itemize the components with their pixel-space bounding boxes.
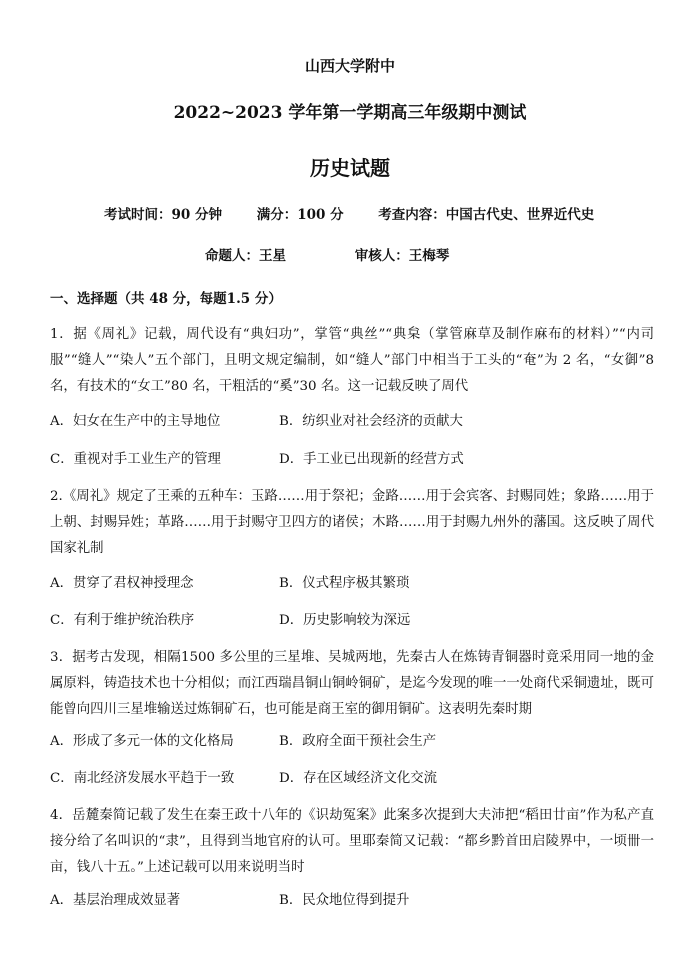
- option-a: A．贯穿了君权神授理念: [50, 576, 194, 591]
- option-c: C．南北经济发展水平趋于一致: [50, 771, 235, 786]
- option-d: D．历史影响较为深远: [279, 613, 411, 628]
- option-b: B．民众地位得到提升: [279, 893, 410, 908]
- exam-content: 考查内容：中国古代史、世界近代史: [378, 207, 595, 223]
- option-d: D．手工业已出现新的经营方式: [279, 452, 464, 467]
- option-c: C．有利于维护统治秩序: [50, 613, 195, 628]
- option-d: D．存在区域经济文化交流: [279, 771, 438, 786]
- reviewer: 审核人：王梅琴: [354, 248, 450, 264]
- option-a: A．形成了多元一体的文化格局: [50, 734, 234, 749]
- school-name: 山西大学附中: [304, 57, 395, 75]
- option-b: B．纺织业对社会经济的贡献大: [279, 414, 463, 429]
- full-score: 满分：100 分: [256, 207, 344, 223]
- option-a: A．妇女在生产中的主导地位: [50, 414, 221, 429]
- question-stem: 2.《周礼》规定了王乘的五种车：玉路……用于祭祀；金路……用于会宾客、封赐同姓；象路……用于上朝、封赐异姓；革路……用于封赐守卫四方的诸侯；木路……用于封赐九州外的藩国。这反映了周代国家礼制: [50, 489, 654, 556]
- author-info: [205, 244, 449, 264]
- author: 命题人：王星: [205, 248, 286, 264]
- question-stem: 3．据考古发现，相隔1500 多公里的三星堆、吴城两地，先秦古人在炼铸青铜器时竟采用同一地的金属原料，铸造技术也十分相似；而江西瑞昌铜山铜岭铜矿，是迄今发现的唯一一处商代采铜遗址，既可能曾向四川三星堆输送过炼铜矿石，也可能是商王室的御用铜矿。这表明先秦时期: [50, 650, 654, 717]
- option-c: C．重视对手工业生产的管理: [50, 452, 221, 467]
- section-title: 一、选择题（共 48 分，每题1.5 分）: [50, 291, 282, 307]
- subject-title: 历史试题: [310, 156, 390, 180]
- exam-time: 考试时间：90 分钟: [104, 207, 222, 223]
- exam-title: 2022~2023 学年第一学期高三年级期中测试: [173, 103, 527, 123]
- option-b: B．政府全面干预社会生产: [279, 734, 437, 749]
- question-stem: 4．岳麓秦简记载了发生在秦王政十八年的《识劫冤案》此案多次提到大夫沛把“稻田廿亩”作为私产直接分给了名叫识的“隶”，且得到当地官府的认可。里耶秦简又记载：“都乡黔首田启陵界中，一顷卌一亩，钱八十五。”上述记载可以用来说明当时: [50, 808, 654, 875]
- option-b: B．仪式程序极其繁琐: [279, 576, 410, 591]
- exam-info: [104, 203, 594, 223]
- option-a: A．基层治理成效显著: [50, 893, 181, 908]
- question-stem: 1．据《周礼》记载，周代设有“典妇功”，掌管“典丝”“典枲（掌管麻草及制作麻布的材料）”“内司服”“缝人”“染人”五个部门，且明文规定编制，如“缝人”部门中相当于工头的“奄”为 2 名，“女御”8 名，有技术的“女工”80 名，干粗活的“奚”30 名。这一记载反映了周代: [50, 327, 654, 394]
